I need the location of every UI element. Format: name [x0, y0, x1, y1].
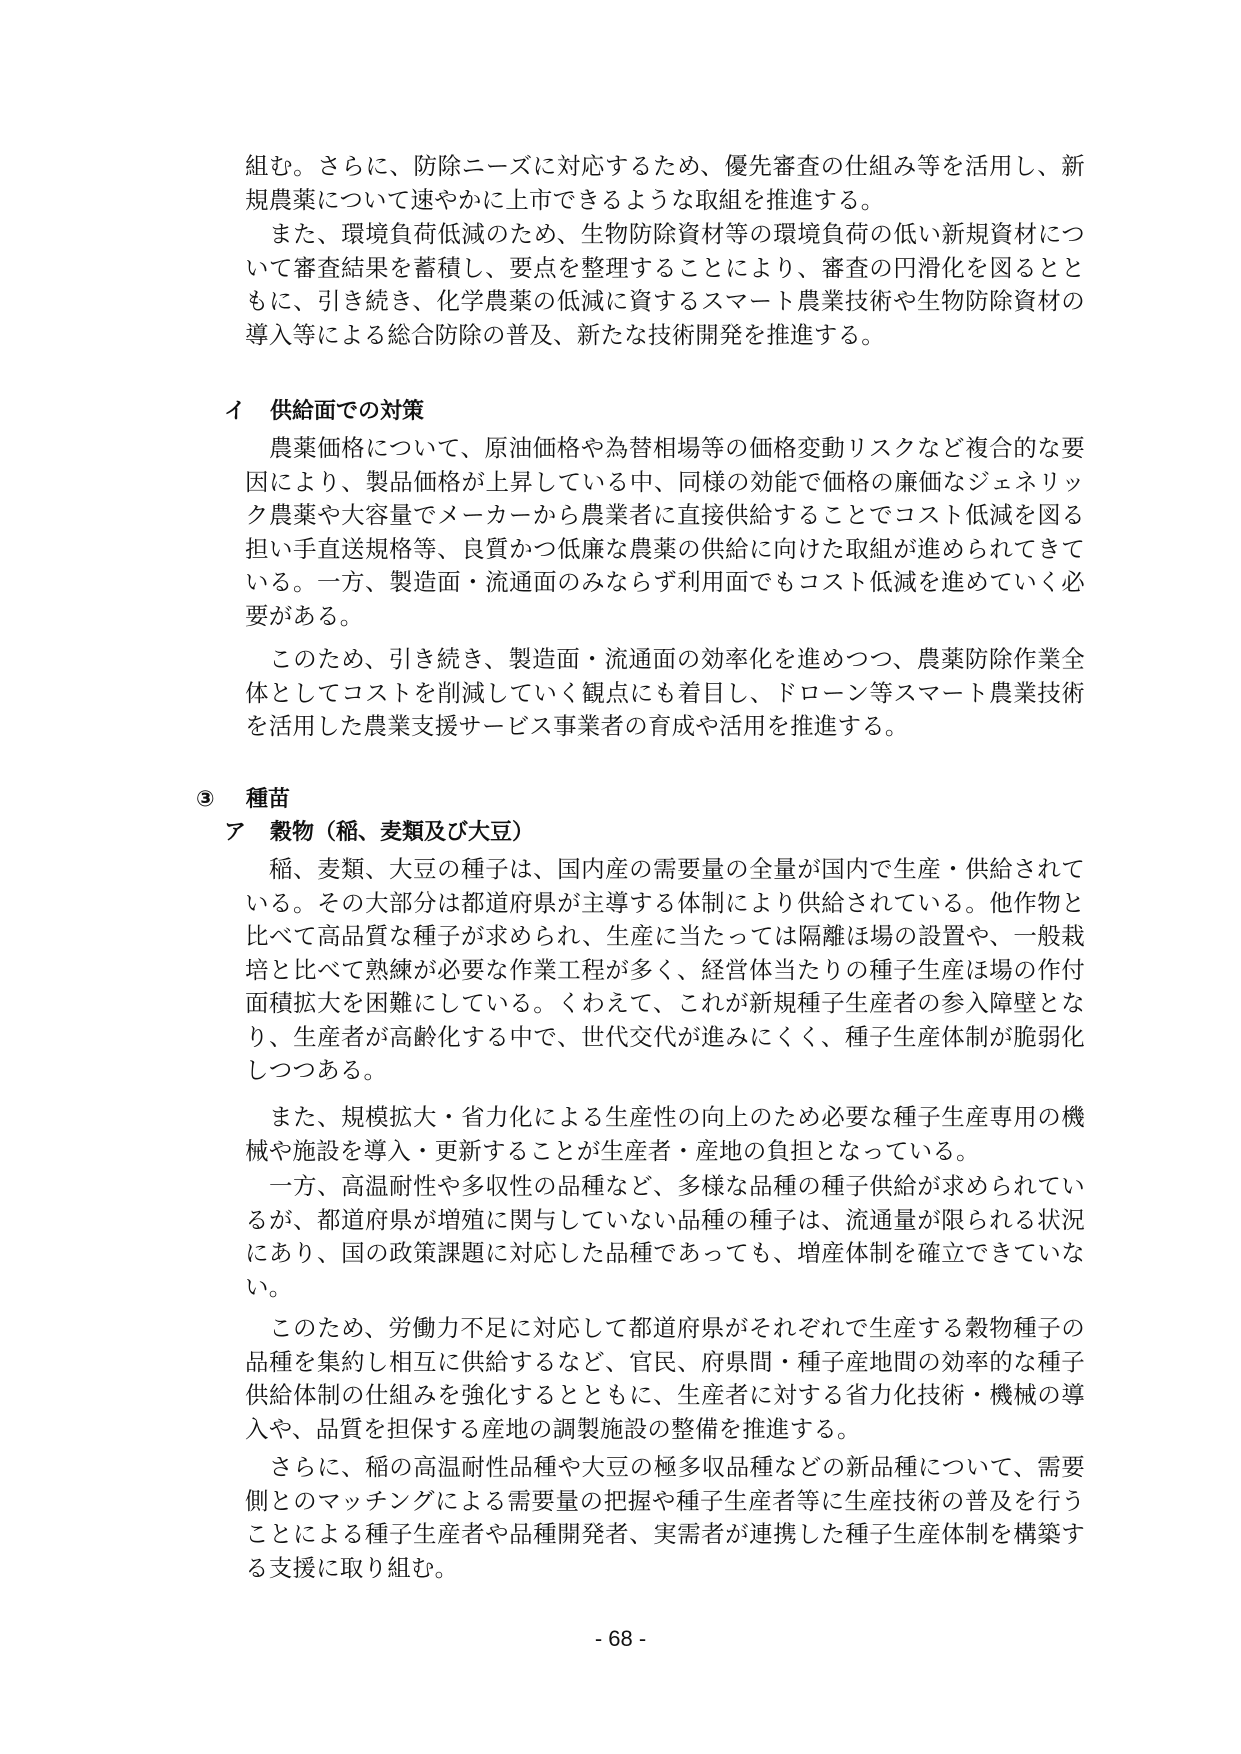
- paragraph-variety-diversity: 一方、高温耐性や多収性の品種など、多様な品種の種子供給が求められているが、都道府県が増殖に関与していない品種の種子は、流通量が限られる状況にあり、国の政策課題に対応した品種であっても、増産体制を確立できていない。: [245, 1172, 1085, 1301]
- heading-grains: [224, 818, 534, 848]
- paragraph-equipment-burden: また、規模拡大・省力化による生産性の向上のため必要な種子生産専用の機械や施設を導入・更新することが生産者・産地の負担となっている。: [245, 1103, 1085, 1165]
- heading-seeds: [196, 785, 290, 815]
- paragraph-pesticide-review-continued: 組む。さらに、防除ニーズに対応するため、優先審査の仕組み等を活用し、新規農薬について速やかに上市できるような取組を推進する。: [245, 152, 1085, 214]
- heading-marker: イ: [224, 399, 247, 424]
- heading-marker: ア: [224, 820, 247, 845]
- heading-label: 穀物（稲、麦類及び大豆）: [270, 820, 535, 845]
- heading-supply-measures: [224, 397, 424, 427]
- paragraph-grain-seed-supply: 稲、麦類、大豆の種子は、国内産の需要量の全量が国内で生産・供給されている。その大部分は都道府県が主導する体制により供給されている。他作物と比べて高品質な種子が求められ、生産に当たっては隔離ほ場の設置や、一般栽培と比べて熟練が必要な作業工程が多く、経営体当たりの種子生産ほ場の作付面積拡大を困難にしている。くわえて、これが新規種子生産者の参入障壁となり、生産者が高齢化する中で、世代交代が進みにくく、種子生産体制が脆弱化しつつある。: [245, 855, 1085, 1084]
- heading-label: 種苗: [246, 787, 291, 812]
- paragraph-pesticide-price: 農薬価格について、原油価格や為替相場等の価格変動リスクなど複合的な要因により、製品価格が上昇している中、同様の効能で価格の廉価なジェネリック農薬や大容量でメーカーから農業者に直接供給することでコスト低減を図る担い手直送規格等、良質かつ低廉な農薬の供給に向けた取組が進められてきている。一方、製造面・流通面のみならず利用面でもコスト低減を進めていく必要がある。: [245, 434, 1085, 630]
- page-number: - 68 -: [594, 1626, 647, 1651]
- paragraph-labor-shortage: このため、労働力不足に対応して都道府県がそれぞれで生産する穀物種子の品種を集約し相互に供給するなど、官民、府県間・種子産地間の効率的な種子供給体制の仕組みを強化するとともに、生産者に対する省力化技術・機械の導入や、品質を担保する産地の調製施設の整備を推進する。: [245, 1314, 1085, 1443]
- heading-marker: ③: [196, 787, 215, 812]
- heading-label: 供給面での対策: [270, 399, 425, 424]
- paragraph-new-varieties: さらに、稲の高温耐性品種や大豆の極多収品種などの新品種について、需要側とのマッチングによる需要量の把握や種子生産者等に生産技術の普及を行うことによる種子生産者や品種開発者、実需者が連携した種子生産体制を構築する支援に取り組む。: [245, 1453, 1085, 1582]
- paragraph-environmental-load: また、環境負荷低減のため、生物防除資材等の環境負荷の低い新規資材について審査結果を蓄積し、要点を整理することにより、審査の円滑化を図るとともに、引き続き、化学農薬の低減に資するスマート農業技術や生物防除資材の導入等による総合防除の普及、新たな技術開発を推進する。: [245, 220, 1085, 349]
- paragraph-cost-reduction: このため、引き続き、製造面・流通面の効率化を進めつつ、農薬防除作業全体としてコストを削減していく観点にも着目し、ドローン等スマート農業技術を活用した農業支援サービス事業者の育成や活用を推進する。: [245, 645, 1085, 740]
